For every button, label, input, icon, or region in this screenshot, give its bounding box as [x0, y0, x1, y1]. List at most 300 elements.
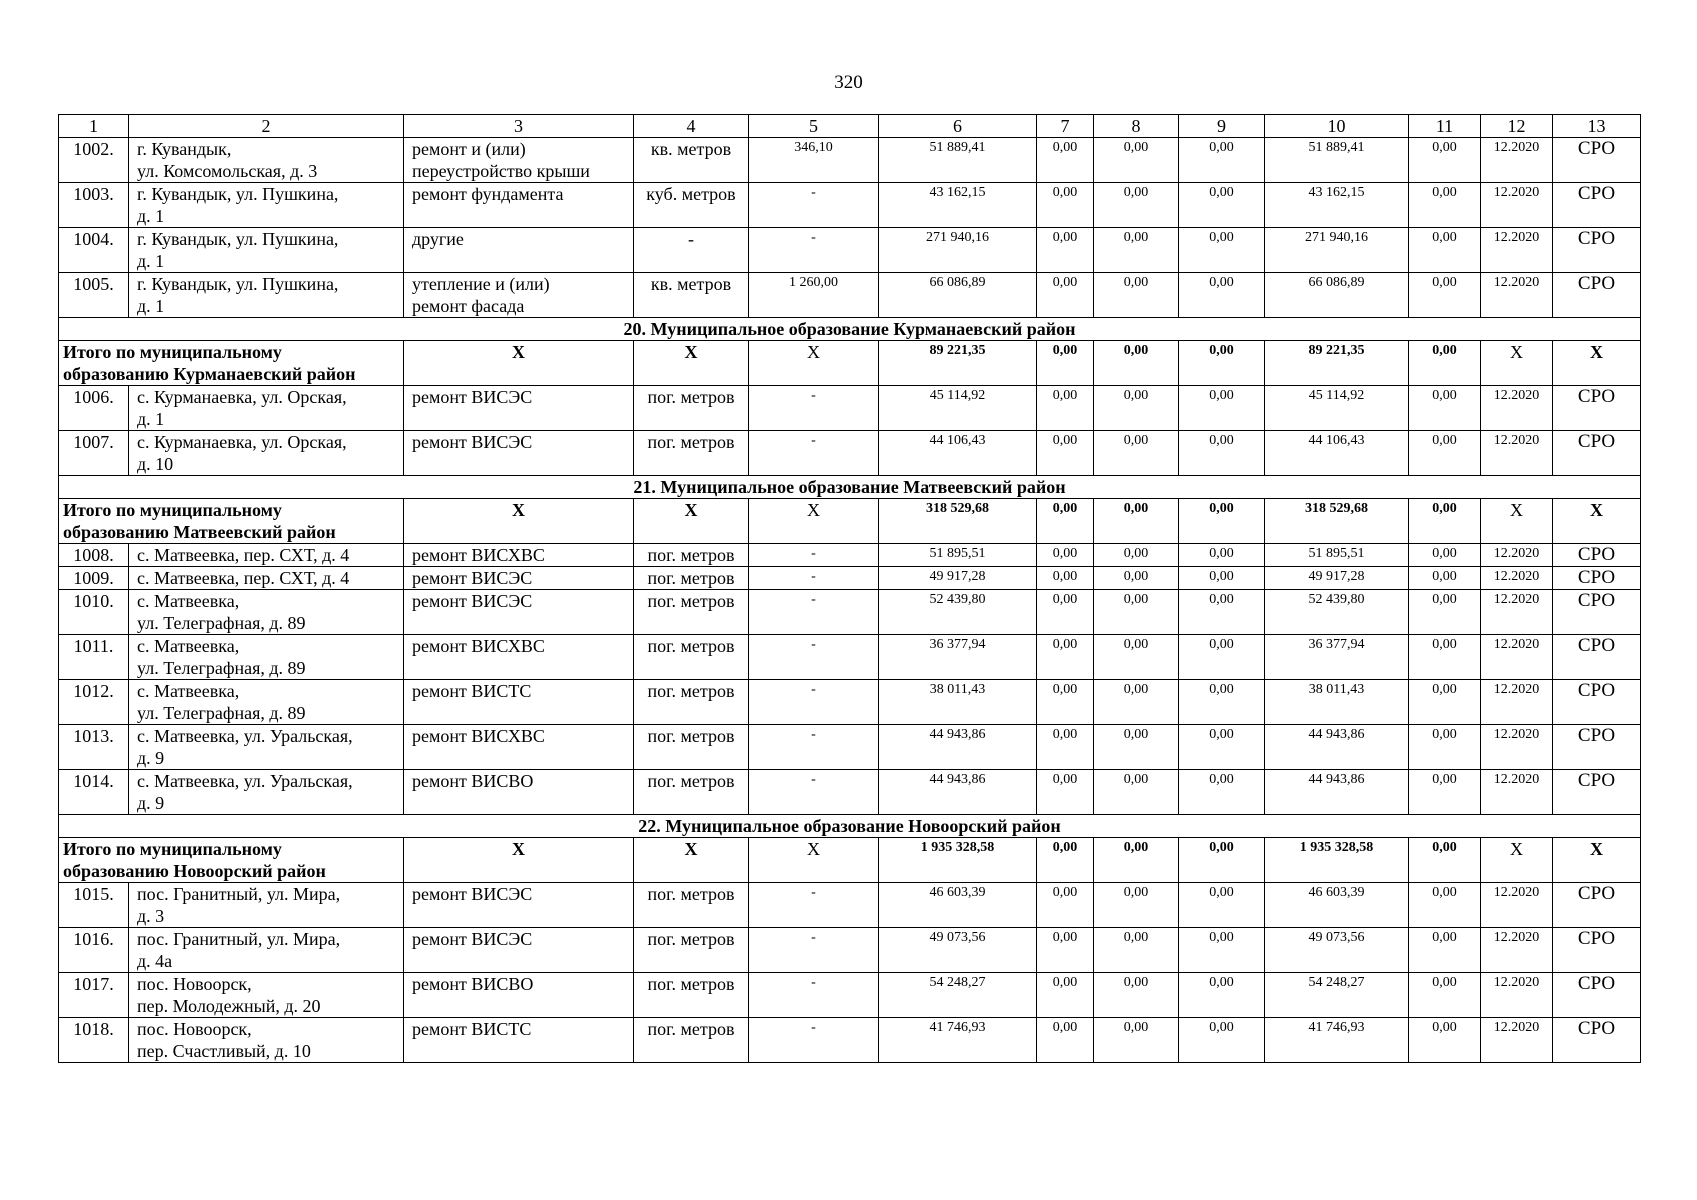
- work-type-cell: [404, 431, 634, 476]
- value-c9: 0,00: [1179, 183, 1265, 228]
- cell-line: переустройство крыши: [412, 161, 590, 181]
- cell-line: д. 1: [137, 409, 165, 429]
- executor-cell: СРО: [1553, 680, 1641, 725]
- cell-line: ул. Телеграфная, д. 89: [137, 613, 306, 633]
- table-row: [59, 1018, 1641, 1063]
- value-c6: 51 889,41: [879, 138, 1037, 183]
- value-c6: 44 943,86: [879, 770, 1037, 815]
- cell-line: г. Кувандык, ул. Пушкина,: [137, 274, 339, 294]
- section-row: [59, 815, 1641, 838]
- total-col-13: X: [1553, 341, 1641, 386]
- column-header: 1: [59, 115, 129, 138]
- quantity-cell: 1 260,00: [749, 273, 879, 318]
- column-header: 5: [749, 115, 879, 138]
- unit-cell: пог. метров: [634, 928, 749, 973]
- value-c9: 0,00: [1179, 1018, 1265, 1063]
- section-title: 22. Муниципальное образование Новоорский район: [59, 815, 1641, 838]
- cell-line: с. Матвеевка, ул. Уральская,: [137, 771, 353, 791]
- total-col-12: X: [1481, 838, 1553, 883]
- value-c8: 0,00: [1094, 228, 1179, 273]
- total-label: [59, 341, 404, 386]
- total-c9: 0,00: [1179, 838, 1265, 883]
- work-type-cell: [404, 544, 634, 567]
- cell-line: г. Кувандык, ул. Пушкина,: [137, 184, 339, 204]
- value-c12: 12.2020: [1481, 590, 1553, 635]
- value-c11: 0,00: [1409, 928, 1481, 973]
- value-c10: 51 895,51: [1265, 544, 1409, 567]
- value-c12: 12.2020: [1481, 228, 1553, 273]
- quantity-cell: -: [749, 928, 879, 973]
- cell-line: с. Матвеевка, пер. СХТ, д. 4: [137, 545, 350, 565]
- value-c6: 45 114,92: [879, 386, 1037, 431]
- work-type-cell: [404, 635, 634, 680]
- cell-line: ремонт ВИСВО: [412, 974, 534, 994]
- value-c12: 12.2020: [1481, 183, 1553, 228]
- work-type-cell: [404, 770, 634, 815]
- row-number: 1016.: [59, 928, 129, 973]
- value-c11: 0,00: [1409, 544, 1481, 567]
- table-row: [59, 431, 1641, 476]
- column-header: 9: [1179, 115, 1265, 138]
- executor-cell: СРО: [1553, 1018, 1641, 1063]
- address-cell: [129, 770, 404, 815]
- value-c10: 49 073,56: [1265, 928, 1409, 973]
- value-c8: 0,00: [1094, 635, 1179, 680]
- value-c8: 0,00: [1094, 928, 1179, 973]
- total-col-12: X: [1481, 341, 1553, 386]
- value-c10: 41 746,93: [1265, 1018, 1409, 1063]
- executor-cell: СРО: [1553, 635, 1641, 680]
- total-col-12: X: [1481, 499, 1553, 544]
- value-c7: 0,00: [1037, 973, 1094, 1018]
- total-c6: 89 221,35: [879, 341, 1037, 386]
- column-header: 2: [129, 115, 404, 138]
- cell-line: пос. Гранитный, ул. Мира,: [137, 929, 341, 949]
- total-label: [59, 499, 404, 544]
- value-c11: 0,00: [1409, 770, 1481, 815]
- value-c6: 51 895,51: [879, 544, 1037, 567]
- row-number: 1010.: [59, 590, 129, 635]
- section-title: 20. Муниципальное образование Курманаевский район: [59, 318, 1641, 341]
- total-row: [59, 838, 1641, 883]
- row-number: 1015.: [59, 883, 129, 928]
- value-c7: 0,00: [1037, 431, 1094, 476]
- cell-line: ремонт ВИСЭС: [412, 884, 533, 904]
- cell-line: д. 9: [137, 748, 165, 768]
- cell-line: образованию Матвеевский район: [63, 522, 336, 542]
- value-c12: 12.2020: [1481, 973, 1553, 1018]
- address-cell: [129, 928, 404, 973]
- quantity-cell: -: [749, 635, 879, 680]
- total-c6: 1 935 328,58: [879, 838, 1037, 883]
- cell-line: с. Матвеевка,: [137, 681, 240, 701]
- value-c7: 0,00: [1037, 273, 1094, 318]
- value-c6: 49 073,56: [879, 928, 1037, 973]
- value-c10: 36 377,94: [1265, 635, 1409, 680]
- value-c11: 0,00: [1409, 567, 1481, 590]
- value-c11: 0,00: [1409, 273, 1481, 318]
- cell-line: ремонт ВИСЭС: [412, 568, 533, 588]
- work-type-cell: [404, 928, 634, 973]
- unit-cell: пог. метров: [634, 431, 749, 476]
- quantity-cell: -: [749, 1018, 879, 1063]
- value-c12: 12.2020: [1481, 725, 1553, 770]
- cell-line: ремонт ВИСХВС: [412, 545, 545, 565]
- cell-line: образованию Курманаевский район: [63, 364, 356, 384]
- total-c8: 0,00: [1094, 341, 1179, 386]
- value-c7: 0,00: [1037, 590, 1094, 635]
- value-c8: 0,00: [1094, 973, 1179, 1018]
- value-c10: 44 106,43: [1265, 431, 1409, 476]
- value-c11: 0,00: [1409, 386, 1481, 431]
- unit-cell: пог. метров: [634, 725, 749, 770]
- column-header: 4: [634, 115, 749, 138]
- value-c6: 49 917,28: [879, 567, 1037, 590]
- cell-line: Итого по муниципальному: [63, 839, 282, 859]
- executor-cell: СРО: [1553, 725, 1641, 770]
- cell-line: с. Матвеевка,: [137, 591, 240, 611]
- total-c9: 0,00: [1179, 341, 1265, 386]
- value-c10: 271 940,16: [1265, 228, 1409, 273]
- cell-line: с. Матвеевка, пер. СХТ, д. 4: [137, 568, 350, 588]
- work-type-cell: [404, 228, 634, 273]
- unit-cell: пог. метров: [634, 770, 749, 815]
- executor-cell: СРО: [1553, 928, 1641, 973]
- executor-cell: СРО: [1553, 883, 1641, 928]
- cell-line: д. 3: [137, 906, 165, 926]
- quantity-cell: -: [749, 431, 879, 476]
- value-c10: 66 086,89: [1265, 273, 1409, 318]
- value-c11: 0,00: [1409, 228, 1481, 273]
- value-c12: 12.2020: [1481, 680, 1553, 725]
- total-c8: 0,00: [1094, 838, 1179, 883]
- column-header: 12: [1481, 115, 1553, 138]
- value-c11: 0,00: [1409, 883, 1481, 928]
- address-cell: [129, 590, 404, 635]
- cell-line: с. Матвеевка,: [137, 636, 240, 656]
- value-c10: 43 162,15: [1265, 183, 1409, 228]
- cell-line: д. 1: [137, 251, 165, 271]
- total-c7: 0,00: [1037, 499, 1094, 544]
- total-c7: 0,00: [1037, 341, 1094, 386]
- executor-cell: СРО: [1553, 567, 1641, 590]
- value-c6: 44 106,43: [879, 431, 1037, 476]
- quantity-cell: -: [749, 680, 879, 725]
- executor-cell: СРО: [1553, 431, 1641, 476]
- value-c11: 0,00: [1409, 183, 1481, 228]
- column-header: 10: [1265, 115, 1409, 138]
- total-c8: 0,00: [1094, 499, 1179, 544]
- address-cell: [129, 567, 404, 590]
- table-row: [59, 138, 1641, 183]
- value-c6: 52 439,80: [879, 590, 1037, 635]
- cell-line: пос. Новоорск,: [137, 974, 252, 994]
- cell-line: г. Кувандык,: [137, 139, 232, 159]
- value-c8: 0,00: [1094, 590, 1179, 635]
- cell-line: ремонт ВИСЭС: [412, 387, 533, 407]
- cell-line: ремонт и (или): [412, 139, 526, 159]
- value-c11: 0,00: [1409, 725, 1481, 770]
- work-type-cell: [404, 386, 634, 431]
- table-row: [59, 273, 1641, 318]
- table-row: [59, 544, 1641, 567]
- quantity-cell: 346,10: [749, 138, 879, 183]
- value-c6: 66 086,89: [879, 273, 1037, 318]
- row-number: 1009.: [59, 567, 129, 590]
- value-c8: 0,00: [1094, 431, 1179, 476]
- value-c10: 46 603,39: [1265, 883, 1409, 928]
- executor-cell: СРО: [1553, 386, 1641, 431]
- value-c12: 12.2020: [1481, 635, 1553, 680]
- cell-line: ремонт ВИСЭС: [412, 591, 533, 611]
- value-c11: 0,00: [1409, 431, 1481, 476]
- page-number: 320: [834, 72, 863, 93]
- work-type-cell: [404, 883, 634, 928]
- value-c9: 0,00: [1179, 635, 1265, 680]
- value-c11: 0,00: [1409, 590, 1481, 635]
- cell-line: пос. Новоорск,: [137, 1019, 252, 1039]
- value-c7: 0,00: [1037, 928, 1094, 973]
- quantity-cell: -: [749, 228, 879, 273]
- table-row: [59, 770, 1641, 815]
- value-c7: 0,00: [1037, 138, 1094, 183]
- value-c12: 12.2020: [1481, 770, 1553, 815]
- row-number: 1008.: [59, 544, 129, 567]
- cell-line: ул. Телеграфная, д. 89: [137, 703, 306, 723]
- value-c6: 43 162,15: [879, 183, 1037, 228]
- value-c7: 0,00: [1037, 1018, 1094, 1063]
- row-number: 1018.: [59, 1018, 129, 1063]
- cell-line: Итого по муниципальному: [63, 342, 282, 362]
- value-c6: 38 011,43: [879, 680, 1037, 725]
- value-c10: 49 917,28: [1265, 567, 1409, 590]
- address-cell: [129, 138, 404, 183]
- executor-cell: СРО: [1553, 770, 1641, 815]
- column-header: 11: [1409, 115, 1481, 138]
- value-c12: 12.2020: [1481, 567, 1553, 590]
- total-col-3: X: [404, 499, 634, 544]
- value-c8: 0,00: [1094, 183, 1179, 228]
- work-type-cell: [404, 725, 634, 770]
- value-c10: 54 248,27: [1265, 973, 1409, 1018]
- value-c11: 0,00: [1409, 680, 1481, 725]
- value-c7: 0,00: [1037, 567, 1094, 590]
- value-c8: 0,00: [1094, 544, 1179, 567]
- quantity-cell: -: [749, 386, 879, 431]
- column-header: 7: [1037, 115, 1094, 138]
- row-number: 1014.: [59, 770, 129, 815]
- address-cell: [129, 883, 404, 928]
- cell-line: пер. Счастливый, д. 10: [137, 1041, 311, 1061]
- executor-cell: СРО: [1553, 973, 1641, 1018]
- total-c11: 0,00: [1409, 838, 1481, 883]
- value-c12: 12.2020: [1481, 431, 1553, 476]
- value-c7: 0,00: [1037, 680, 1094, 725]
- value-c9: 0,00: [1179, 770, 1265, 815]
- executor-cell: СРО: [1553, 183, 1641, 228]
- cell-line: г. Кувандык, ул. Пушкина,: [137, 229, 339, 249]
- cell-line: другие: [412, 229, 464, 249]
- value-c12: 12.2020: [1481, 883, 1553, 928]
- unit-cell: куб. метров: [634, 183, 749, 228]
- work-type-cell: [404, 680, 634, 725]
- cell-line: ремонт ВИСЭС: [412, 929, 533, 949]
- address-cell: [129, 544, 404, 567]
- cell-line: ул. Телеграфная, д. 89: [137, 658, 306, 678]
- executor-cell: СРО: [1553, 138, 1641, 183]
- cell-line: ремонт ВИСТС: [412, 681, 532, 701]
- value-c9: 0,00: [1179, 544, 1265, 567]
- value-c9: 0,00: [1179, 883, 1265, 928]
- value-c8: 0,00: [1094, 567, 1179, 590]
- address-cell: [129, 228, 404, 273]
- column-header: 6: [879, 115, 1037, 138]
- total-row: [59, 499, 1641, 544]
- executor-cell: СРО: [1553, 228, 1641, 273]
- cell-line: д. 1: [137, 296, 165, 316]
- row-number: 1017.: [59, 973, 129, 1018]
- address-cell: [129, 183, 404, 228]
- value-c9: 0,00: [1179, 228, 1265, 273]
- value-c9: 0,00: [1179, 386, 1265, 431]
- value-c7: 0,00: [1037, 386, 1094, 431]
- cell-line: с. Матвеевка, ул. Уральская,: [137, 726, 353, 746]
- total-c11: 0,00: [1409, 499, 1481, 544]
- unit-cell: пог. метров: [634, 544, 749, 567]
- value-c7: 0,00: [1037, 725, 1094, 770]
- total-c6: 318 529,68: [879, 499, 1037, 544]
- cell-line: ремонт фасада: [412, 296, 525, 316]
- total-col-4: X: [634, 838, 749, 883]
- quantity-cell: -: [749, 544, 879, 567]
- cell-line: д. 4а: [137, 951, 173, 971]
- total-col-4: X: [634, 499, 749, 544]
- row-number: 1007.: [59, 431, 129, 476]
- total-label: [59, 838, 404, 883]
- value-c9: 0,00: [1179, 973, 1265, 1018]
- value-c11: 0,00: [1409, 138, 1481, 183]
- unit-cell: пог. метров: [634, 590, 749, 635]
- section-title: 21. Муниципальное образование Матвеевский район: [59, 476, 1641, 499]
- work-type-cell: [404, 138, 634, 183]
- value-c8: 0,00: [1094, 770, 1179, 815]
- value-c6: 46 603,39: [879, 883, 1037, 928]
- value-c9: 0,00: [1179, 680, 1265, 725]
- work-type-cell: [404, 1018, 634, 1063]
- table-body: [59, 115, 1641, 1063]
- work-type-cell: [404, 590, 634, 635]
- cell-line: с. Курманаевка, ул. Орская,: [137, 432, 347, 452]
- work-type-cell: [404, 183, 634, 228]
- table-row: [59, 680, 1641, 725]
- value-c8: 0,00: [1094, 883, 1179, 928]
- cell-line: ремонт ВИСХВС: [412, 636, 545, 656]
- address-cell: [129, 973, 404, 1018]
- value-c6: 271 940,16: [879, 228, 1037, 273]
- value-c12: 12.2020: [1481, 273, 1553, 318]
- capital-repair-table: [58, 114, 1641, 1063]
- quantity-cell: -: [749, 590, 879, 635]
- address-cell: [129, 680, 404, 725]
- cell-line: с. Курманаевка, ул. Орская,: [137, 387, 347, 407]
- value-c9: 0,00: [1179, 928, 1265, 973]
- total-c10: 318 529,68: [1265, 499, 1409, 544]
- value-c10: 51 889,41: [1265, 138, 1409, 183]
- column-header: 3: [404, 115, 634, 138]
- total-c10: 89 221,35: [1265, 341, 1409, 386]
- value-c10: 44 943,86: [1265, 725, 1409, 770]
- quantity-cell: -: [749, 183, 879, 228]
- value-c9: 0,00: [1179, 567, 1265, 590]
- cell-line: д. 1: [137, 206, 165, 226]
- section-row: [59, 476, 1641, 499]
- total-col-13: X: [1553, 838, 1641, 883]
- table-row: [59, 228, 1641, 273]
- table-row: [59, 973, 1641, 1018]
- address-cell: [129, 635, 404, 680]
- value-c8: 0,00: [1094, 680, 1179, 725]
- cell-line: утепление и (или): [412, 274, 550, 294]
- value-c12: 12.2020: [1481, 544, 1553, 567]
- unit-cell: пог. метров: [634, 1018, 749, 1063]
- work-type-cell: [404, 567, 634, 590]
- value-c9: 0,00: [1179, 431, 1265, 476]
- executor-cell: СРО: [1553, 273, 1641, 318]
- unit-cell: пог. метров: [634, 567, 749, 590]
- column-header: 8: [1094, 115, 1179, 138]
- address-cell: [129, 725, 404, 770]
- total-c7: 0,00: [1037, 838, 1094, 883]
- value-c7: 0,00: [1037, 183, 1094, 228]
- value-c6: 36 377,94: [879, 635, 1037, 680]
- value-c9: 0,00: [1179, 590, 1265, 635]
- value-c11: 0,00: [1409, 635, 1481, 680]
- total-col-5: X: [749, 341, 879, 386]
- value-c8: 0,00: [1094, 1018, 1179, 1063]
- value-c9: 0,00: [1179, 725, 1265, 770]
- total-col-5: X: [749, 838, 879, 883]
- total-col-5: X: [749, 499, 879, 544]
- value-c10: 44 943,86: [1265, 770, 1409, 815]
- row-number: 1012.: [59, 680, 129, 725]
- total-col-3: X: [404, 838, 634, 883]
- column-header: 13: [1553, 115, 1641, 138]
- cell-line: ремонт ВИСВО: [412, 771, 534, 791]
- value-c6: 54 248,27: [879, 973, 1037, 1018]
- value-c7: 0,00: [1037, 544, 1094, 567]
- unit-cell: кв. метров: [634, 273, 749, 318]
- unit-cell: -: [634, 228, 749, 273]
- total-col-3: X: [404, 341, 634, 386]
- unit-cell: пог. метров: [634, 680, 749, 725]
- table-row: [59, 883, 1641, 928]
- value-c12: 12.2020: [1481, 386, 1553, 431]
- cell-line: ул. Комсомольская, д. 3: [137, 161, 318, 181]
- value-c8: 0,00: [1094, 725, 1179, 770]
- value-c6: 44 943,86: [879, 725, 1037, 770]
- cell-line: ремонт ВИСЭС: [412, 432, 533, 452]
- cell-line: Итого по муниципальному: [63, 500, 282, 520]
- address-cell: [129, 1018, 404, 1063]
- value-c12: 12.2020: [1481, 138, 1553, 183]
- row-number: 1004.: [59, 228, 129, 273]
- row-number: 1002.: [59, 138, 129, 183]
- unit-cell: пог. метров: [634, 635, 749, 680]
- value-c10: 45 114,92: [1265, 386, 1409, 431]
- value-c11: 0,00: [1409, 1018, 1481, 1063]
- value-c11: 0,00: [1409, 973, 1481, 1018]
- row-number: 1005.: [59, 273, 129, 318]
